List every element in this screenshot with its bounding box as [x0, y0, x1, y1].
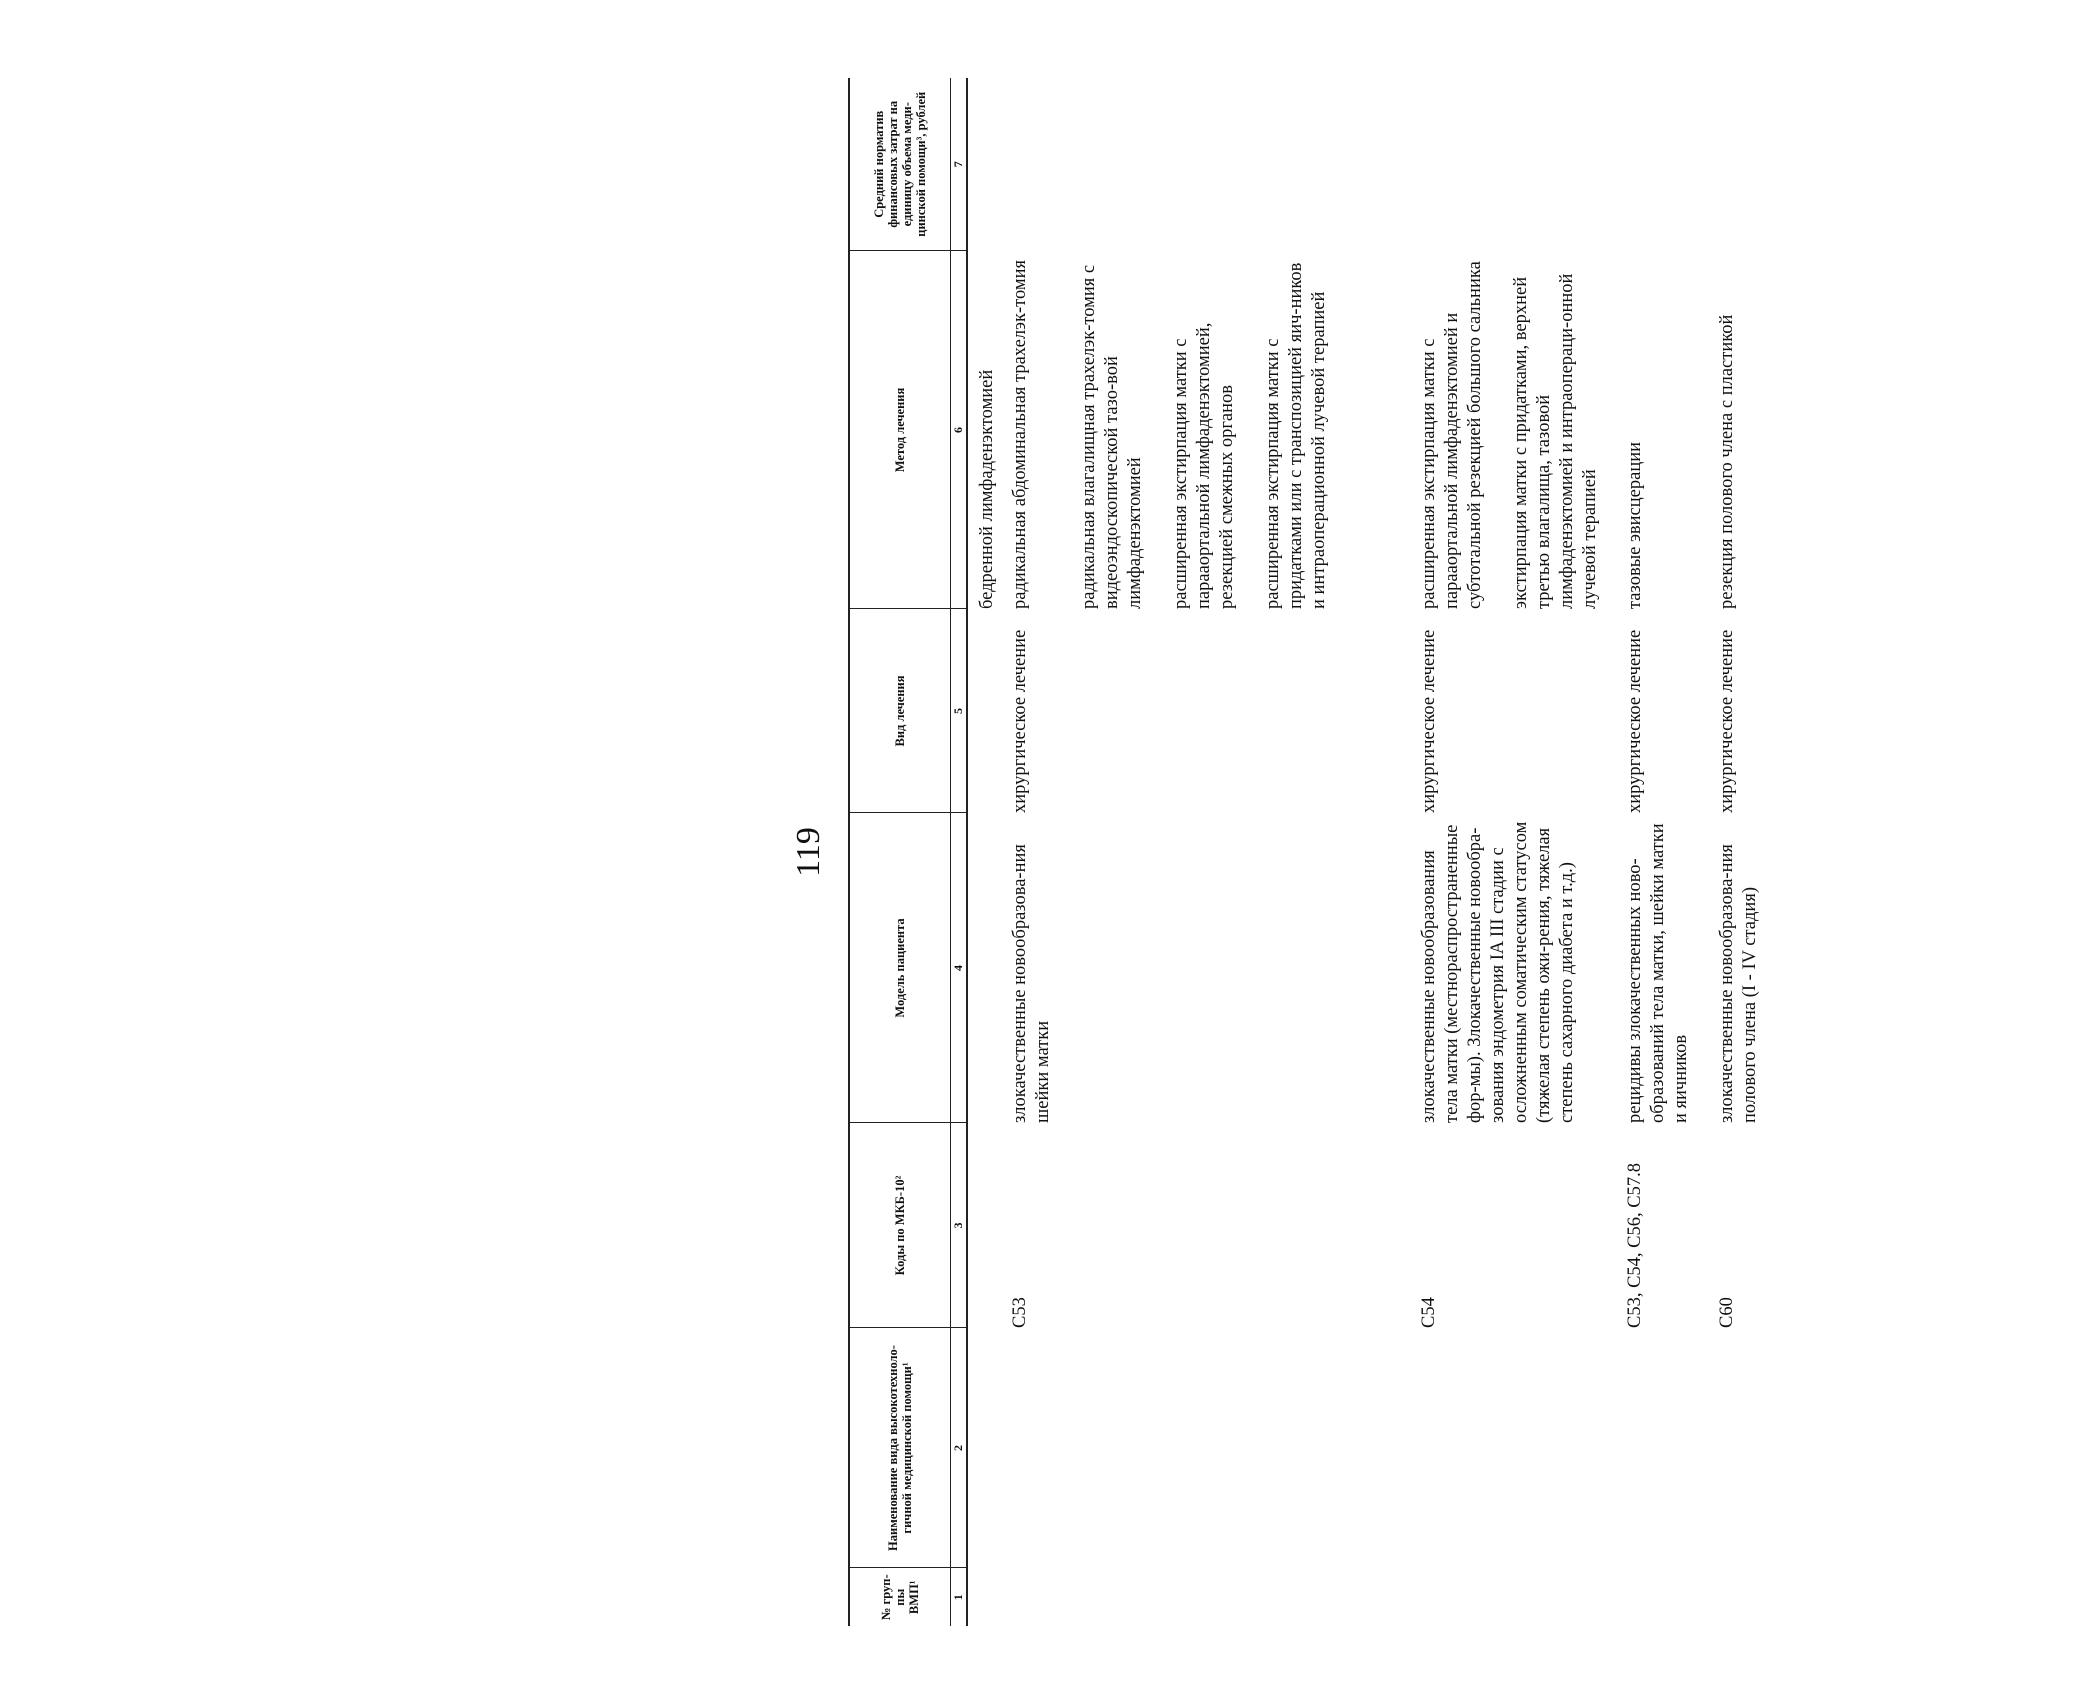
method-cell: расширенная экстирпация матки с придатками или с транспозицией яич-ников и интраоперационной лучевой терапией — [1263, 262, 1329, 609]
method-cell: резекция полового члена с пластикой — [1717, 314, 1737, 609]
method-cell: бедренной лимфаденэктомией — [977, 369, 997, 609]
header-treatment-type: Вид лечения — [849, 609, 951, 813]
patient-model-cell: злокачественные новообразования тела матки (местнораспространенные фор-мы). Злокачественные новообра-зования эндометрия IA III стадии с осложненным соматическим статусом (тяжелая степень ожи-рения, тяжелая степень сахарного диабета и т.д.) — [1419, 821, 1577, 1123]
patient-model-cell: злокачественные новообразова-ния полового члена (I - IV стадия) — [1717, 844, 1760, 1123]
icd-code-cell: C54 — [1419, 1297, 1439, 1328]
method-cell: расширенная экстирпация матки с парааортальной лимфаденэктомией, резекцией смежных органов — [1171, 322, 1237, 609]
header-vmp-name: Наименование вида высокотехноло-гичной медицинской помощи¹ — [849, 1328, 951, 1568]
header-patient-model: Модель пациента — [849, 813, 951, 1123]
treatment-type-cell: хирургическое лечение — [1625, 629, 1645, 813]
header-icd-codes: Коды по МКБ-10² — [849, 1123, 951, 1328]
method-cell: экстирпация матки с придатками, верхней третью влагалища, тазовой лимфаденэктомией и интраопераци-онной лучевой терапией — [1511, 273, 1600, 609]
table-body — [976, 78, 2076, 1626]
column-number: 5 — [951, 609, 968, 813]
page-number: 119 — [790, 827, 827, 877]
header-group-number: № груп-пы ВМП¹ — [849, 1568, 951, 1626]
method-cell: радикальная абдоминальная трахелэк-томия — [1010, 260, 1030, 609]
method-cell: тазовые эвисцерации — [1625, 441, 1645, 609]
column-number: 3 — [951, 1123, 968, 1328]
treatment-type-cell: хирургическое лечение — [1010, 629, 1030, 813]
patient-model-cell: злокачественные новообразова-ния шейки матки — [1010, 844, 1053, 1123]
treatment-type-cell: хирургическое лечение — [1419, 629, 1439, 813]
treatment-type-cell: хирургическое лечение — [1717, 629, 1737, 813]
column-number: 6 — [951, 251, 968, 609]
column-number: 7 — [951, 78, 968, 251]
icd-code-cell: C53, C54, C56, C57.8 — [1625, 1163, 1645, 1328]
header-treatment-method: Метод лечения — [849, 251, 951, 609]
column-number: 1 — [951, 1568, 968, 1626]
method-cell: расширенная экстирпация матки с парааортальной лимфаденэктомией и субтотальной резекцией большого сальника — [1419, 261, 1485, 609]
column-number: 4 — [951, 813, 968, 1123]
method-cell: радикальная влагалищная трахелэк-томия с видеоэндоскопической тазо-вой лимфаденэктомией — [1079, 264, 1145, 609]
icd-code-cell: C60 — [1717, 1297, 1737, 1328]
column-number: 2 — [951, 1328, 968, 1568]
table-header — [848, 78, 968, 1626]
header-cost-norm: Средний норматив финансовых затрат на единицу объема меди-цинской помощи³, рублей — [849, 78, 951, 251]
patient-model-cell: рецидивы злокачественных ново-образований тела матки, шейки матки и яичников — [1625, 823, 1691, 1123]
icd-code-cell: C53 — [1010, 1297, 1030, 1328]
